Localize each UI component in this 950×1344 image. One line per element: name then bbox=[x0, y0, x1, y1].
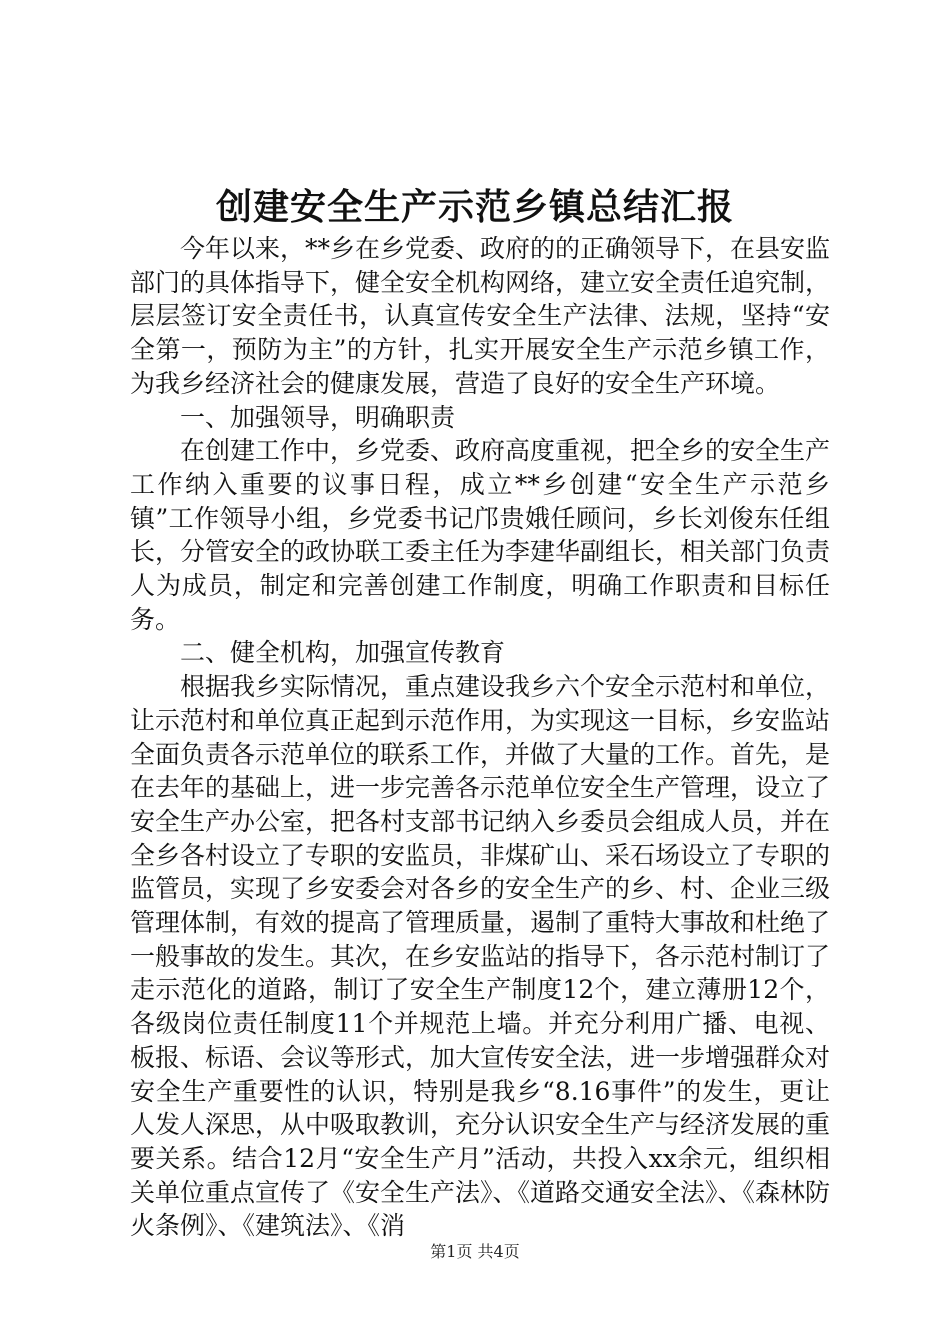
page-footer: 第1页 共4页 bbox=[430, 1242, 520, 1261]
section-heading-1: 一、加强领导，明确职责 bbox=[180, 402, 456, 432]
paragraph-intro: 今年以来，**乡在乡党委、政府的的正确领导下，在县安监部门的具体指导下，健全安全机构网络，建立安全责任追究制，层层签订安全责任书，认真宣传安全生产法律、法规，坚持“安全第一，预防为主”的方针，扎实开展安全生产示范乡镇工作，为我乡经济社会的健康发展，营造了良好的安全生产环境。 bbox=[130, 234, 831, 398]
document-title: 创建安全生产示范乡镇总结汇报 bbox=[215, 186, 734, 228]
paragraph-section-1: 在创建工作中，乡党委、政府高度重视，把全乡的安全生产工作纳入重要的议事日程，成立**乡创建“安全生产示范乡镇”工作领导小组，乡党委书记邝贵娥任顾问，乡长刘俊东任组长，分管安全的政协联工委主任为李建华副组长，相关部门负责人为成员，制定和完善创建工作制度，明确工作职责和目标任务。 bbox=[130, 436, 831, 634]
section-heading-2: 二、健全机构，加强宣传教育 bbox=[180, 638, 506, 668]
paragraph-section-2: 根据我乡实际情况，重点建设我乡六个安全示范村和单位，让示范村和单位真正起到示范作用，为实现这一目标，乡安监站全面负责各示范单位的联系工作，并做了大量的工作。首先，是在去年的基础上，进一步完善各示范单位安全生产管理，设立了安全生产办公室，把各村支部书记纳入乡委员会组成人员，并在全乡各村设立了专职的安监员，非煤矿山、采石场设立了专职的监管员，实现了乡安委会对各乡的安全生产的乡、村、企业三级管理体制，有效的提高了管理质量，遏制了重特大事故和杜绝了一般事故的发生。其次，在乡安监站的指导下，各示范村制订了走示范化的道路，制订了安全生产制度12个，建立薄册12个，各级岗位责任制度11个并规范上墙。并充分利用广播、电视、板报、标语、会议等形式，加大宣传安全法，进一步增强群众对安全生产重要性的认识，特别是我乡“8.16事件”的发生，更让人发人深思，从中吸取教训，充分认识安全生产与经济发展的重要关系。结合12月“安全生产月”活动，共投入xx余元，组织相关单位重点宣传了《安全生产法》、《道路交通安全法》、《森林防火条例》、《建筑法》、《消 bbox=[130, 672, 831, 1241]
document-body bbox=[130, 232, 830, 1243]
